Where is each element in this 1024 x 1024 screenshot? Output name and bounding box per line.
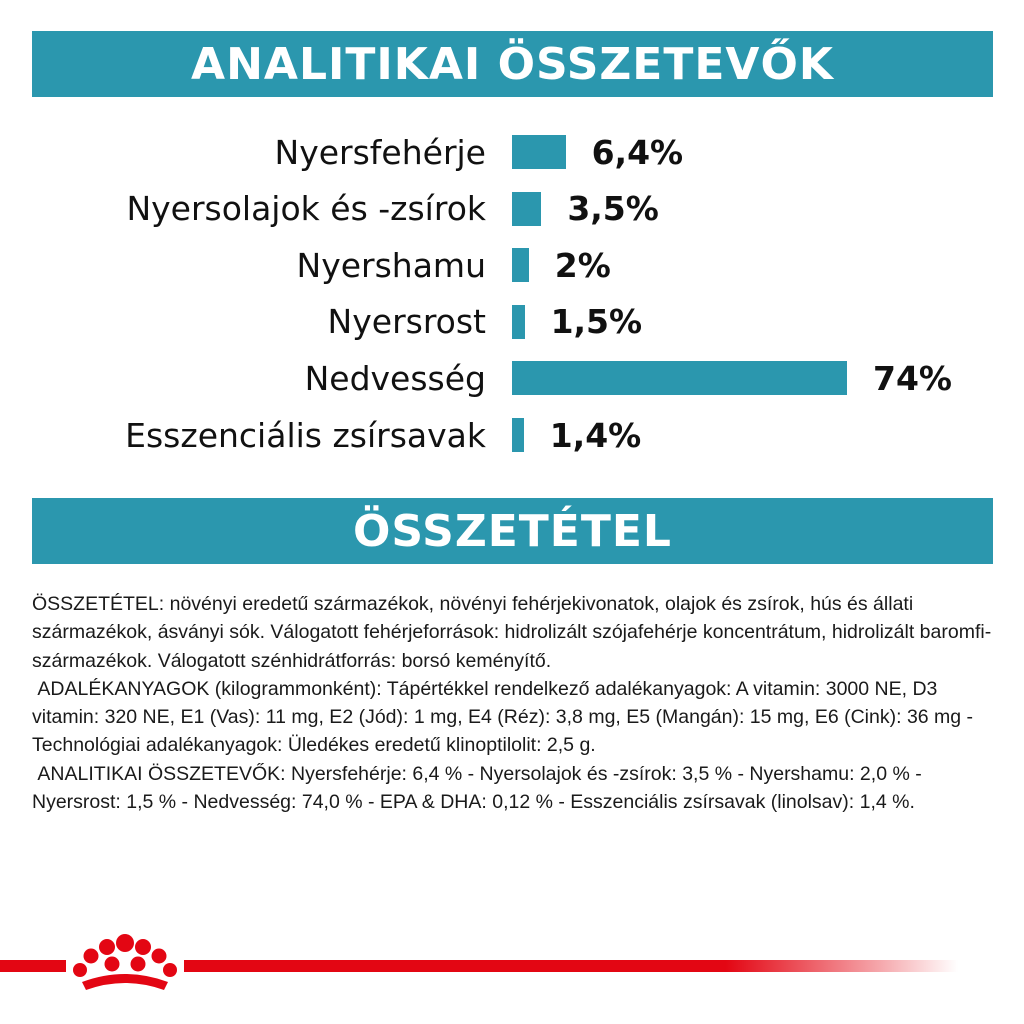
analytics-title: ANALITIKAI ÖSSZETEVŐK [191, 38, 834, 90]
analytics-row-label: Esszenciális zsírsavak [125, 415, 486, 455]
analytics-row-label: Nyersfehérje [274, 132, 486, 172]
analytics-row [0, 350, 1024, 406]
analytics-row [0, 124, 1024, 180]
analytics-row-bar [512, 248, 529, 282]
analytics-row-value: 3,5% [567, 189, 659, 229]
composition-text [32, 590, 997, 816]
analytics-row-label: Nyershamu [296, 245, 486, 285]
footer-line-right [184, 960, 958, 972]
composition-title-banner [32, 498, 993, 564]
analytics-row-bar [512, 305, 525, 339]
analytics-row-label: Nyersolajok és -zsírok [126, 189, 486, 229]
analytics-title-banner [32, 31, 993, 97]
analytics-row-label: Nyersrost [327, 302, 486, 342]
composition-paragraph-3: ANALITIKAI ÖSSZETEVŐK: Nyersfehérje: 6,4 % - Nyersolajok és -zsírok: 3,5 % - Nyershamu: 2,0 % - Nyersrost: 1,5 % - Nedvesség: 74,0 % - EPA & DHA: 0,12 % - Esszenciális zsírsavak (linolsav): 1,4 %. [32, 762, 928, 814]
analytics-row [0, 294, 1024, 350]
analytics-row-value: 6,4% [591, 132, 684, 172]
analytics-row-label: Nedvesség [304, 358, 486, 398]
analytics-row [0, 407, 1024, 463]
footer-line-left [0, 960, 66, 972]
composition-paragraph-1: ÖSSZETÉTEL: növényi eredetű származékok, növényi fehérjekivonatok, olajok és zsírok, hús és állati származékok, ásványi sók. Válogatott fehérjeforrások: hidrolizált szójafehérje koncentrátum, hidrolizált baromfi-származékok. Válogatott szénhidrátforrás: borsó keményítő. [32, 593, 992, 672]
analytics-row-value: 1,4% [549, 415, 642, 455]
royal-canin-crown-icon [72, 932, 178, 998]
analytics-row-bar [512, 192, 541, 226]
analytics-row-bar [512, 418, 524, 452]
composition-title: ÖSSZETÉTEL [353, 505, 672, 557]
analytics-row [0, 237, 1024, 293]
analytics-row-value: 2% [554, 245, 611, 285]
analytics-row-value: 74% [873, 358, 952, 398]
analytics-row-value: 1,5% [550, 302, 643, 342]
analytics-row [0, 181, 1024, 237]
analytics-row-bar [512, 135, 566, 169]
analytics-row-bar [512, 361, 847, 395]
composition-paragraph-2: ADALÉKANYAGOK (kilogrammonként): Tápértékkel rendelkező adalékanyagok: A vitamin: 3000 NE, D3 vitamin: 320 NE, E1 (Vas): 11 mg, E2 (Jód): 1 mg, E4 (Réz): 3,8 mg, E5 (Mangán): 15 mg, E6 (Cink): 36 mg - Technológiai adalékanyagok: Üledékes eredetű klinoptilolit: 2,5 g. [32, 677, 979, 757]
